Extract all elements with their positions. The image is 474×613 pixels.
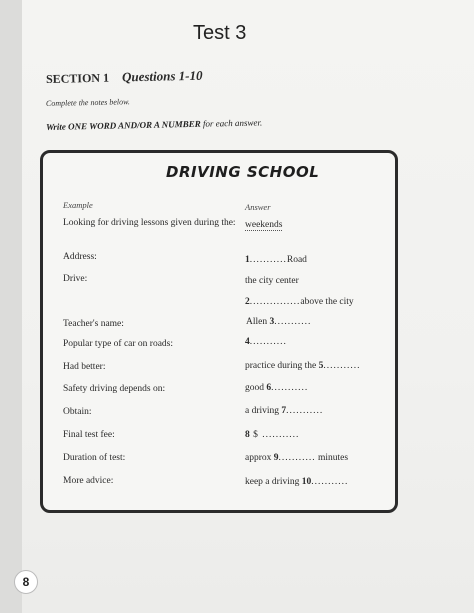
answer-suffix: above the city bbox=[300, 297, 354, 307]
question-label: Drive: bbox=[63, 274, 88, 284]
answer-prefix: keep a driving bbox=[245, 477, 302, 487]
answer-gap[interactable]: ........... bbox=[249, 337, 287, 347]
answer-gap[interactable]: $ ........... bbox=[249, 430, 300, 440]
answer-gap[interactable]: ........... bbox=[249, 255, 287, 265]
example-answer: weekends bbox=[245, 220, 283, 230]
question-answer-line bbox=[245, 255, 307, 265]
question-label: Had better: bbox=[63, 362, 106, 372]
question-label: More advice: bbox=[63, 476, 114, 486]
question-number: 6 bbox=[266, 383, 272, 393]
section-label: SECTION 1 bbox=[45, 70, 110, 86]
question-label: Popular type of car on roads: bbox=[63, 339, 174, 349]
question-answer-line bbox=[245, 337, 287, 347]
question-number: 3 bbox=[269, 317, 275, 327]
example-text: Looking for driving lessons given during the: bbox=[63, 218, 236, 228]
answer-prefix: a driving bbox=[245, 406, 282, 416]
question-label: Address: bbox=[63, 252, 97, 262]
example-label: Example bbox=[63, 200, 93, 210]
question-label: Duration of test: bbox=[63, 453, 126, 463]
notes-title: DRIVING SCHOOL bbox=[166, 163, 320, 181]
question-label: Safety driving depends on: bbox=[63, 384, 166, 394]
question-answer-line bbox=[245, 406, 323, 416]
instruction-bold: Write ONE WORD AND/OR A NUMBER bbox=[45, 118, 201, 132]
question-label: Obtain: bbox=[63, 407, 92, 417]
page-title: Test 3 bbox=[193, 22, 247, 44]
instruction-complete-notes: Complete the notes below. bbox=[45, 97, 130, 108]
answer-prefix: good bbox=[245, 383, 267, 393]
question-answer-line bbox=[246, 317, 311, 327]
answer-gap[interactable]: ........... bbox=[311, 477, 349, 487]
question-number: 5 bbox=[318, 361, 324, 371]
answer-prefix: practice during the bbox=[245, 361, 319, 371]
question-label: Teacher's name: bbox=[63, 319, 124, 329]
question-number: 2 bbox=[245, 297, 250, 307]
answer-gap[interactable]: ........... bbox=[278, 453, 316, 463]
section-heading bbox=[46, 68, 203, 87]
answer-gap[interactable]: ............... bbox=[249, 297, 301, 307]
answer-gap[interactable]: ........... bbox=[286, 406, 324, 416]
question-answer-line bbox=[245, 276, 299, 286]
question-answer-line bbox=[245, 383, 308, 393]
answer-prefix: Allen bbox=[246, 317, 270, 327]
answer-prefix: approx bbox=[245, 453, 274, 463]
question-number: 8 bbox=[245, 430, 250, 440]
question-answer-line bbox=[245, 361, 360, 371]
answer-gap[interactable]: ........... bbox=[274, 317, 312, 327]
question-number: 1 bbox=[245, 255, 250, 265]
question-answer-line bbox=[245, 430, 299, 440]
instruction-rest: for each answer. bbox=[200, 117, 263, 129]
answer-suffix: minutes bbox=[315, 453, 349, 463]
question-number: 10 bbox=[301, 477, 312, 487]
answer-gap[interactable]: ........... bbox=[323, 361, 361, 371]
question-label: Final test fee: bbox=[63, 430, 115, 440]
question-answer-line bbox=[245, 297, 354, 307]
question-number: 4 bbox=[245, 337, 250, 347]
question-answer-line bbox=[245, 477, 348, 487]
questions-range: Questions 1-10 bbox=[121, 67, 203, 85]
question-answer-line bbox=[245, 453, 348, 463]
question-number: 7 bbox=[281, 406, 287, 416]
answer-label: Answer bbox=[245, 202, 271, 212]
answer-prefix: the city center bbox=[245, 276, 299, 286]
answer-gap[interactable]: ........... bbox=[271, 383, 309, 393]
answer-suffix: Road bbox=[286, 255, 307, 265]
question-number: 9 bbox=[273, 453, 279, 463]
page-number: 8 bbox=[14, 570, 38, 594]
